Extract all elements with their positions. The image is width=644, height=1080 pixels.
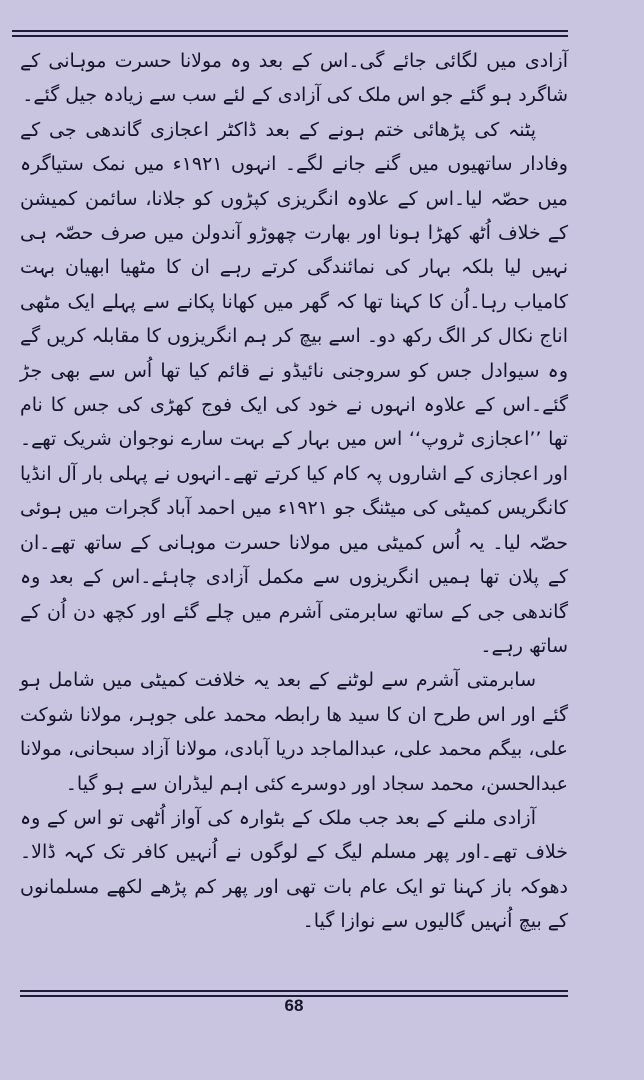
top-rule-secondary (12, 35, 568, 37)
page-body (20, 44, 568, 939)
paragraph-3: سابرمتی آشرم سے لوٹنے کے بعد یہ خلافت کمیٹی میں شامل ہو گئے اور اس طرح ان کا سید ھا رابطہ محمد علی جوہر، مولانا شوکت علی، بیگم محمد علی، عبدالماجد دریا آبادی، مولانا آزاد سبحانی، مولانا عبدالحسن، محمد سجاد اور دوسرے کئی اہم لیڈران سے ہو گیا۔ (20, 669, 568, 795)
paragraph-2: پٹنہ کی پڑھائی ختم ہونے کے بعد ڈاکٹر اعجازی گاندھی جی کے وفادار ساتھیوں میں گنے جانے لگے۔ انہوں ۱۹۲۱ء میں نمک ستیاگرہ میں حصّہ لیا۔اس کے علاوہ انگریزی کپڑوں کو جلانا، سائمن کمیشن کے خلاف اُٹھ کھڑا ہونا اور بھارت چھوڑو آندولن میں صرف حصّہ ہی نہیں لیا بلکہ بہار کی نمائندگی کرتے رہے ان کا مٹھیا ابھیان بہت کامیاب رہا۔اُن کا کہنا تھا کہ گھر میں کھانا پکانے سے پہلے ایک مٹھی اناج نکال کر الگ رکھ دو۔ اسے بیچ کر ہم انگریزوں کا مقابلہ کریں گے وہ سیوادل جس کو سروجنی نائیڈو نے قائم کیا تھا اُس سے بھی جڑ گئے۔اس کے علاوہ انہوں نے خود کی ایک فوج کھڑی کی جس کا نام تھا ’’اعجازی ٹروپ‘‘ اس میں بہار کے بہت سارے نوجوان شریک تھے۔اور اعجازی کے اشاروں پہ کام کیا کرتے تھے۔انہوں نے پہلی بار آل انڈیا کانگریس کمیٹی کی میٹنگ جو ۱۹۲۱ء میں احمد آباد گجرات میں ہوئی حصّہ لیا۔ یہ اُس کمیٹی میں مولانا حسرت موہانی کے ساتھ تھے۔ان کے پلان تھا ہمیں انگریزوں سے مکمل آزادی چاہئے۔اس کے بعد وہ گاندھی جی کے ساتھ سابرمتی آشرم میں چلے گئے اور کچھ دن اُن کے ساتھ رہے۔ (20, 118, 569, 657)
bottom-rule (20, 990, 568, 992)
paragraph-4: آزادی ملنے کے بعد جب ملک کے بٹوارہ کی آواز اُٹھی تو اس کے وہ خلاف تھے۔اور پھر مسلم لیگ کے لوگوں نے اُنہیں کافر تک کہہ ڈالا۔ دھوکہ باز کہنا تو ایک عام بات تھی اور پھر کم پڑھے لکھے مسلمانوں کے بیچ اُنہیں گالیوں سے نوازا گیا۔ (20, 806, 568, 933)
page-number: 68 (284, 996, 304, 1015)
paragraph-1: آزادی میں لگائی جائے گی۔اس کے بعد وہ مولانا حسرت موہانی کے شاگرد ہو گئے جو اس ملک کی آزادی کے لئے سب سے زیادہ جیل گئے۔ (20, 50, 568, 107)
top-rule (12, 30, 568, 32)
